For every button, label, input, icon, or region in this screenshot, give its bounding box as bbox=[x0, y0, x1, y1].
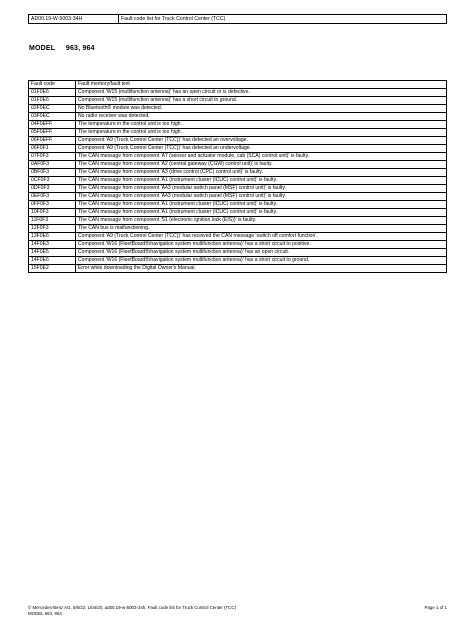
fault-code-table bbox=[28, 80, 447, 273]
document-header bbox=[28, 14, 447, 24]
table-row bbox=[29, 113, 447, 121]
fault-code-cell: 06F0EFF bbox=[29, 137, 76, 145]
page-number: Page 1 of 1 bbox=[424, 605, 447, 610]
fault-code-cell: 11F0F3 bbox=[29, 217, 76, 225]
fault-text-cell: The CAN message from component 'A1 (instrument cluster (ICUC) control unit)' is faulty. bbox=[76, 209, 447, 217]
table-row bbox=[29, 193, 447, 201]
fault-code-cell: 14F0E6 bbox=[29, 257, 76, 265]
fault-text-cell: The CAN message from component 'A7 (sensor and actuator module, cab (SCA) control unit)' is faulty. bbox=[76, 153, 447, 161]
table-row bbox=[29, 265, 447, 273]
fault-code-cell: 02F0EC bbox=[29, 105, 76, 113]
fault-text-cell: Component 'A9 (Truck Control Center (TCC))' has detected an overvoltage. bbox=[76, 137, 447, 145]
table-row bbox=[29, 129, 447, 137]
column-header-fault-text: Fault memory/fault text bbox=[76, 81, 447, 89]
table-header-row bbox=[29, 81, 447, 89]
fault-code-cell: 14F0E5 bbox=[29, 249, 76, 257]
fault-text-cell: The CAN bus is malfunctioning. bbox=[76, 225, 447, 233]
fault-text-cell: The temperature in the control unit is too high. bbox=[76, 129, 447, 137]
fault-code-cell: 0BF0F3 bbox=[29, 169, 76, 177]
fault-code-cell: 15F0E2 bbox=[29, 265, 76, 273]
table-row bbox=[29, 225, 447, 233]
fault-code-cell: 0CF0F3 bbox=[29, 177, 76, 185]
footer-source-line: © Mercedes-Benz AG, 5/6/22, L/04/20, ad00.19-w-5003-34h, Fault code list for Truck Control Center (TCC) bbox=[28, 605, 236, 610]
fault-text-cell: No radio receiver was detected. bbox=[76, 113, 447, 121]
fault-code-cell: 12F0F3 bbox=[29, 225, 76, 233]
fault-code-cell: 0FF0F3 bbox=[29, 201, 76, 209]
fault-code-cell: 04F0EFF bbox=[29, 121, 76, 129]
fault-text-cell: The CAN message from component 'A1 (instrument cluster (ICUC) control unit)' is faulty. bbox=[76, 177, 447, 185]
fault-text-cell: The CAN message from component 'A1 (instrument cluster (ICUC) control unit)' is faulty. bbox=[76, 201, 447, 209]
table-row bbox=[29, 121, 447, 129]
table-row bbox=[29, 89, 447, 97]
document-title: Fault code list for Truck Control Center (TCC) bbox=[119, 15, 447, 24]
footer-model-line: MODEL 963, 964 bbox=[28, 611, 62, 616]
fault-rows bbox=[29, 89, 447, 273]
table-row bbox=[29, 241, 447, 249]
table-row bbox=[29, 169, 447, 177]
fault-text-cell: The CAN message from component 'S1 (electronic ignition lock (EIS))' is faulty. bbox=[76, 217, 447, 225]
fault-code-cell: 03F0EC bbox=[29, 113, 76, 121]
fault-code-cell: 05F0EFF bbox=[29, 129, 76, 137]
table-row bbox=[29, 145, 447, 153]
fault-code-cell: 0DF0F3 bbox=[29, 185, 76, 193]
table-row bbox=[29, 185, 447, 193]
table-row bbox=[29, 233, 447, 241]
fault-code-cell: 07F0F3 bbox=[29, 153, 76, 161]
fault-code-cell: 01F0E6 bbox=[29, 89, 76, 97]
fault-code-cell: 01F0E6 bbox=[29, 97, 76, 105]
fault-text-cell: Component 'W15 (multifunction antenna)' has an open circuit or is defective. bbox=[76, 89, 447, 97]
fault-text-cell: Error while downloading the Digital Owner's Manual. bbox=[76, 265, 447, 273]
table-row bbox=[29, 137, 447, 145]
fault-text-cell: Component 'A9 (Truck Control Center (TCC))' has detected an undervoltage. bbox=[76, 145, 447, 153]
table-row bbox=[29, 217, 447, 225]
footer-copyright bbox=[28, 605, 236, 617]
fault-text-cell: Component 'W16 (FleetBoard®/navigation system multifunction antenna)' has a short circuit to ground. bbox=[76, 257, 447, 265]
fault-code-cell: 06F0F1 bbox=[29, 145, 76, 153]
table-row bbox=[29, 161, 447, 169]
table-row bbox=[29, 177, 447, 185]
table-row bbox=[29, 105, 447, 113]
table-row bbox=[29, 97, 447, 105]
model-heading: MODEL 963, 964 bbox=[29, 45, 95, 52]
table-row bbox=[29, 257, 447, 265]
table-row bbox=[29, 201, 447, 209]
fault-text-cell: The CAN message from component 'A3 (drive control (CPC) control unit)' is faulty. bbox=[76, 169, 447, 177]
table-row bbox=[29, 249, 447, 257]
fault-code-cell: 0AF0F3 bbox=[29, 161, 76, 169]
table-row bbox=[29, 153, 447, 161]
fault-text-cell: Component 'W16 (FleetBoard®/navigation system multifunction antenna)' has an open circuit. bbox=[76, 249, 447, 257]
table-row bbox=[29, 209, 447, 217]
fault-text-cell: The CAN message from component 'A43 (modular switch panel (MSF) control unit)' is faulty. bbox=[76, 193, 447, 201]
fault-code-cell: 0EF0F3 bbox=[29, 193, 76, 201]
fault-text-cell: The CAN message from component 'A43 (modular switch panel (MSF) control unit)' is faulty. bbox=[76, 185, 447, 193]
fault-code-cell: 10F0F3 bbox=[29, 209, 76, 217]
fault-text-cell: Component 'W15 (multifunction antenna)' has a short circuit to ground. bbox=[76, 97, 447, 105]
fault-code-cell: 13F0E6 bbox=[29, 233, 76, 241]
document-id: AD00.19-W-5003-34H bbox=[29, 15, 119, 24]
fault-text-cell: Component 'A9 (Truck Control Center (TCC))' has received the CAN message 'switch off comfort function'. bbox=[76, 233, 447, 241]
fault-text-cell: Component 'W16 (FleetBoard®/navigation system multifunction antenna)' has a short circuit to positive. bbox=[76, 241, 447, 249]
fault-text-cell: The CAN message from component 'A2 (central gateway (CGW) control unit)' is faulty. bbox=[76, 161, 447, 169]
fault-code-cell: 14F0E3 bbox=[29, 241, 76, 249]
column-header-fault-code: Fault code bbox=[29, 81, 76, 89]
fault-text-cell: The temperature in the control unit is too high. bbox=[76, 121, 447, 129]
fault-text-cell: No Bluetooth® module was detected. bbox=[76, 105, 447, 113]
